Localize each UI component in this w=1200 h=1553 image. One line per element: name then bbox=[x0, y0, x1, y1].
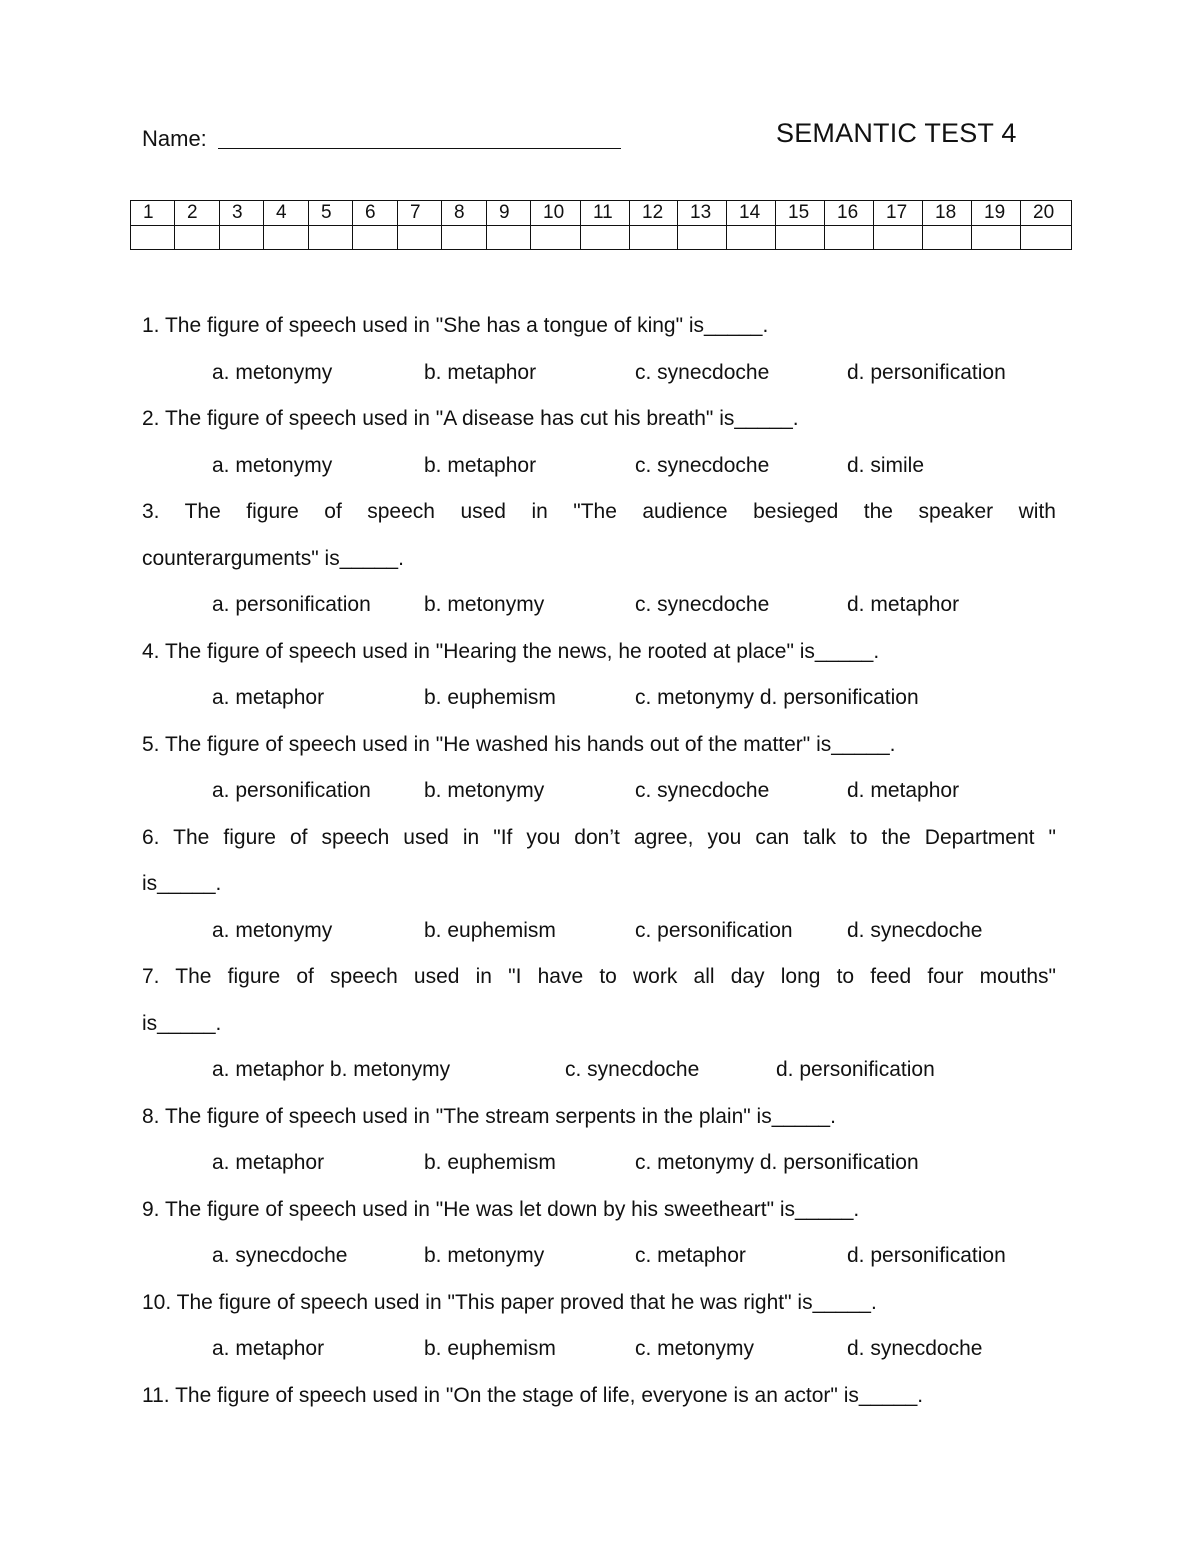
answer-box[interactable] bbox=[220, 226, 264, 250]
answer-option[interactable]: a. metaphor bbox=[212, 1151, 325, 1174]
question-item bbox=[142, 1373, 1056, 1420]
answer-options bbox=[142, 582, 1056, 629]
answer-grid-number: 11 bbox=[581, 201, 630, 226]
answer-option[interactable]: c. synecdoche bbox=[635, 593, 770, 616]
answer-option[interactable]: b. metonymy bbox=[424, 1244, 545, 1267]
answer-grid-blank-row bbox=[131, 226, 1072, 250]
answer-box[interactable] bbox=[131, 226, 175, 250]
answer-option[interactable]: a. metonymy bbox=[212, 918, 333, 942]
question-item bbox=[142, 722, 1056, 815]
question-item bbox=[142, 489, 1056, 629]
answer-box[interactable] bbox=[353, 226, 398, 250]
question-text: 1. The figure of speech used in "She has a tongue of king" is_____. bbox=[142, 314, 769, 337]
question-text: 7. The figure of speech used in "I have to work all day long to feed four mouths" bbox=[142, 965, 1056, 988]
answer-box[interactable] bbox=[487, 226, 531, 250]
answer-options bbox=[142, 1140, 1056, 1187]
question-item bbox=[142, 396, 1056, 489]
answer-box[interactable] bbox=[531, 226, 581, 250]
question-text: 10. The figure of speech used in "This paper proved that he was right" is_____. bbox=[142, 1290, 877, 1314]
answer-options bbox=[142, 768, 1056, 815]
question-list bbox=[142, 303, 1056, 1419]
answer-option[interactable]: b. metaphor bbox=[424, 360, 537, 384]
answer-grid-number: 4 bbox=[264, 201, 309, 226]
answer-option[interactable]: a. metaphor bbox=[212, 1337, 325, 1360]
name-blank-line[interactable] bbox=[218, 148, 621, 149]
answer-option[interactable]: d. simile bbox=[847, 453, 925, 477]
question-item bbox=[142, 303, 1056, 396]
name-label: Name: bbox=[142, 126, 207, 151]
answer-grid-number: 6 bbox=[353, 201, 398, 226]
question-item bbox=[142, 815, 1056, 955]
question-text: 11. The figure of speech used in "On the stage of life, everyone is an actor" is_____. bbox=[142, 1383, 924, 1407]
answer-option[interactable]: a. synecdoche bbox=[212, 1244, 348, 1267]
answer-option[interactable]: a. metonymy bbox=[212, 360, 333, 384]
answer-option[interactable]: d. personification bbox=[847, 360, 1006, 384]
answer-grid-number: 7 bbox=[398, 201, 442, 226]
answer-box[interactable] bbox=[264, 226, 309, 250]
question-item bbox=[142, 1280, 1056, 1373]
answer-option[interactable]: c. synecdoche bbox=[635, 453, 770, 477]
answer-option[interactable]: c. metaphor bbox=[635, 1244, 746, 1267]
answer-box[interactable] bbox=[1021, 226, 1072, 250]
answer-box[interactable] bbox=[727, 226, 776, 250]
answer-box[interactable] bbox=[398, 226, 442, 250]
answer-box[interactable] bbox=[581, 226, 630, 250]
question-text: 6. The figure of speech used in "If you don’t agree, you can talk to the Department " bbox=[142, 825, 1056, 849]
question-text: 5. The figure of speech used in "He washed his hands out of the matter" is_____. bbox=[142, 732, 896, 756]
answer-option[interactable]: b. metaphor bbox=[424, 453, 537, 477]
answer-box[interactable] bbox=[972, 226, 1021, 250]
answer-box[interactable] bbox=[776, 226, 825, 250]
answer-grid-number: 2 bbox=[175, 201, 220, 226]
question-text: 4. The figure of speech used in "Hearing the news, he rooted at place" is_____. bbox=[142, 639, 880, 663]
answer-option[interactable]: c. synecdoche bbox=[635, 360, 770, 384]
answer-grid-number: 9 bbox=[487, 201, 531, 226]
question-text: 8. The figure of speech used in "The stream serpents in the plain" is_____. bbox=[142, 1104, 836, 1128]
answer-option[interactable]: c. synecdoche bbox=[565, 1058, 700, 1081]
answer-option[interactable]: c. metonymy bbox=[635, 1337, 755, 1360]
answer-option[interactable]: c. synecdoche bbox=[635, 779, 770, 802]
answer-grid-number: 3 bbox=[220, 201, 264, 226]
answer-box[interactable] bbox=[630, 226, 678, 250]
answer-box[interactable] bbox=[442, 226, 487, 250]
answer-box[interactable] bbox=[923, 226, 972, 250]
answer-grid-number: 14 bbox=[727, 201, 776, 226]
answer-option[interactable]: c. metonymy d. personification bbox=[635, 1151, 919, 1174]
question-text: 9. The figure of speech used in "He was let down by his sweetheart" is_____. bbox=[142, 1197, 860, 1221]
answer-options bbox=[142, 908, 1056, 955]
answer-grid-numbers-row bbox=[131, 201, 1072, 226]
answer-option[interactable]: d. synecdoche bbox=[847, 1337, 983, 1360]
answer-option[interactable]: b. metonymy bbox=[424, 779, 545, 802]
question-text: 2. The figure of speech used in "A disease has cut his breath" is_____. bbox=[142, 407, 799, 430]
answer-option[interactable]: d. personification bbox=[776, 1058, 935, 1081]
answer-options bbox=[142, 443, 1056, 490]
answer-grid-number: 16 bbox=[825, 201, 874, 226]
answer-grid-number: 18 bbox=[923, 201, 972, 226]
answer-option[interactable]: a. metaphor b. metonymy bbox=[212, 1058, 451, 1081]
answer-box[interactable] bbox=[309, 226, 353, 250]
question-text-continued: is_____. bbox=[142, 872, 222, 895]
question-text: 3. The figure of speech used in "The audience besieged the speaker with bbox=[142, 500, 1056, 523]
answer-option[interactable]: b. metonymy bbox=[424, 593, 545, 616]
answer-grid-number: 13 bbox=[678, 201, 727, 226]
answer-grid-number: 20 bbox=[1021, 201, 1072, 226]
question-item bbox=[142, 629, 1056, 722]
answer-box[interactable] bbox=[825, 226, 874, 250]
answer-option[interactable]: c. personification bbox=[635, 918, 793, 942]
answer-grid-number: 12 bbox=[630, 201, 678, 226]
answer-options bbox=[142, 675, 1056, 722]
answer-option[interactable]: a. personification bbox=[212, 779, 371, 802]
question-text-continued: is_____. bbox=[142, 1011, 222, 1035]
answer-option[interactable]: d. metaphor bbox=[847, 593, 960, 616]
answer-grid-number: 1 bbox=[131, 201, 175, 226]
answer-box[interactable] bbox=[175, 226, 220, 250]
answer-options bbox=[142, 350, 1056, 397]
question-item bbox=[142, 1187, 1056, 1280]
answer-grid-number: 15 bbox=[776, 201, 825, 226]
answer-box[interactable] bbox=[678, 226, 727, 250]
answer-box[interactable] bbox=[874, 226, 923, 250]
question-item bbox=[142, 1094, 1056, 1187]
answer-option[interactable]: c. metonymy d. personification bbox=[635, 686, 919, 709]
answer-grid-number: 8 bbox=[442, 201, 487, 226]
answer-option[interactable]: d. personification bbox=[847, 1244, 1006, 1267]
answer-option[interactable]: a. metaphor bbox=[212, 686, 325, 709]
answer-grid bbox=[130, 200, 1072, 250]
answer-options bbox=[142, 1233, 1056, 1280]
answer-option[interactable]: a. metonymy bbox=[212, 453, 333, 477]
answer-option[interactable]: b. euphemism bbox=[424, 918, 556, 942]
answer-options bbox=[142, 1326, 1056, 1373]
answer-grid-number: 5 bbox=[309, 201, 353, 226]
answer-grid-number: 17 bbox=[874, 201, 923, 226]
answer-option[interactable]: b. euphemism bbox=[424, 1151, 556, 1174]
answer-option[interactable]: d. synecdoche bbox=[847, 918, 983, 942]
answer-grid-number: 10 bbox=[531, 201, 581, 226]
question-item bbox=[142, 954, 1056, 1094]
answer-option[interactable]: a. personification bbox=[212, 593, 371, 616]
answer-option[interactable]: b. euphemism bbox=[424, 1337, 556, 1360]
answer-options bbox=[142, 1047, 1056, 1094]
answer-option[interactable]: b. euphemism bbox=[424, 686, 556, 709]
header bbox=[142, 118, 1042, 158]
answer-grid-number: 19 bbox=[972, 201, 1021, 226]
question-text-continued: counterarguments" is_____. bbox=[142, 546, 404, 570]
test-title: SEMANTIC TEST 4 bbox=[776, 118, 1017, 148]
answer-option[interactable]: d. metaphor bbox=[847, 779, 960, 802]
